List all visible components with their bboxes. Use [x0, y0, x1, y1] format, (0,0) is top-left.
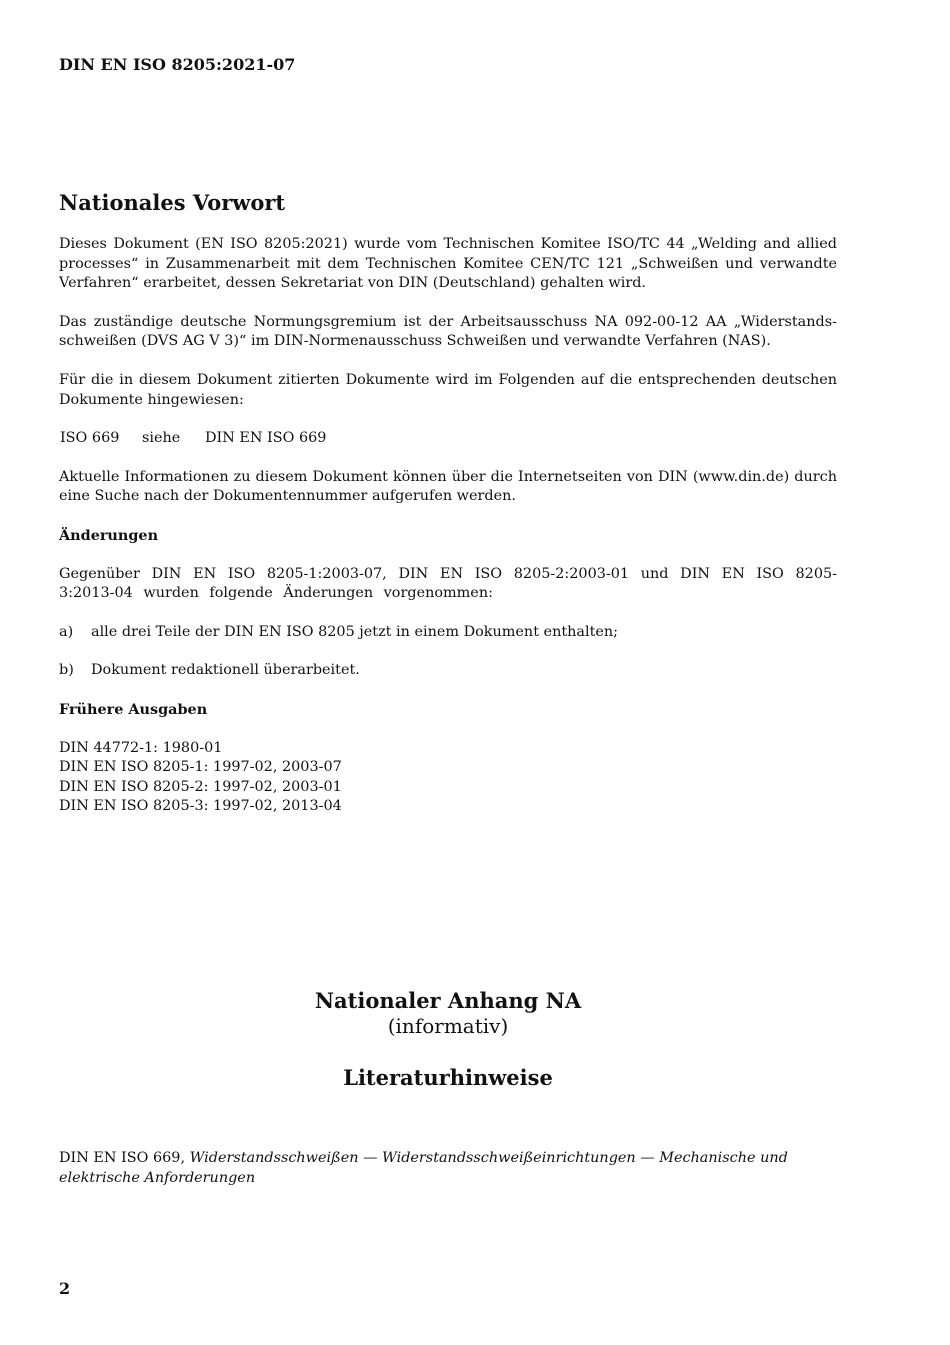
national-annex-heading [0, 987, 896, 1091]
foreword-paragraph-2: Das zuständige deutsche Normungsgremium ist der Arbeitsausschuss NA 092-00-12 AA „Widerstands-schweißen (DVS AG V 3)“ im DIN-Normenausschuss Schweißen und verwandte Verfahren (NAS). [59, 313, 837, 350]
bibliography-ref-title: Widerstandsschweißen — Widerstandsschweißeinrichtungen — Mechanische und elektrische Anforderungen [59, 1150, 788, 1186]
bibliography-title: Literaturhinweise [343, 1065, 553, 1090]
page-number: 2 [59, 1279, 71, 1298]
list-marker: b) [59, 662, 74, 679]
list-marker: a) [59, 623, 74, 640]
document-id-header: DIN EN ISO 8205:2021-07 [59, 55, 296, 74]
list-item [59, 623, 837, 643]
bibliography-ref: DIN EN ISO 669, [59, 1150, 186, 1166]
foreword-title: Nationales Vorwort [59, 190, 286, 215]
edition-line: DIN 44772-1: 1980-01 [59, 739, 223, 756]
reference-see: siehe [142, 430, 181, 447]
annex-subtitle: (informativ) [387, 1014, 509, 1038]
list-text: alle drei Teile der DIN EN ISO 8205 jetzt in einem Dokument enthalten; [91, 623, 618, 640]
reference-iso: ISO 669 [60, 430, 120, 447]
editions-title: Frühere Ausgaben [59, 700, 208, 718]
annex-title: Nationaler Anhang NA [314, 988, 582, 1013]
edition-line: DIN EN ISO 8205-1: 1997-02, 2003-07 [59, 759, 342, 776]
foreword-paragraph-4: Aktuelle Informationen zu diesem Dokument können über die Internetseiten von DIN (www.din.de) durch eine Suche nach der Dokumentennummer aufgerufen werden. [59, 468, 837, 505]
list-text: Dokument redaktionell überarbeitet. [91, 662, 360, 679]
reference-din: DIN EN ISO 669 [205, 430, 327, 447]
editions-list [59, 739, 837, 817]
foreword-paragraph-1: Dieses Dokument (EN ISO 8205:2021) wurde vom Technischen Komitee ISO/TC 44 „Welding and allied processes“ in Zusammenarbeit mit dem Technischen Komitee CEN/TC 121 „Schweißen und verwandte Verfahren“ erarbeitet, dessen Sekretariat von DIN (Deutschland) gehalten wird. [59, 236, 837, 292]
changes-title: Änderungen [59, 526, 159, 544]
edition-line: DIN EN ISO 8205-3: 1997-02, 2013-04 [59, 798, 342, 815]
list-item [59, 661, 837, 681]
foreword-section [59, 189, 837, 817]
foreword-paragraph-3: Für die in diesem Dokument zitierten Dokumente wird im Folgenden auf die entsprechenden deutschen Dokumente hingewiesen: [59, 371, 837, 408]
changes-intro: Gegenüber DIN EN ISO 8205-1:2003-07, DIN EN ISO 8205-2:2003-01 und DIN EN ISO 8205-3:2013-04 wurden folgende Änderungen vorgenommen: [59, 565, 837, 602]
reference-mapping [59, 429, 837, 449]
bibliography-entry [59, 1149, 859, 1188]
edition-line: DIN EN ISO 8205-2: 1997-02, 2003-01 [59, 778, 342, 795]
